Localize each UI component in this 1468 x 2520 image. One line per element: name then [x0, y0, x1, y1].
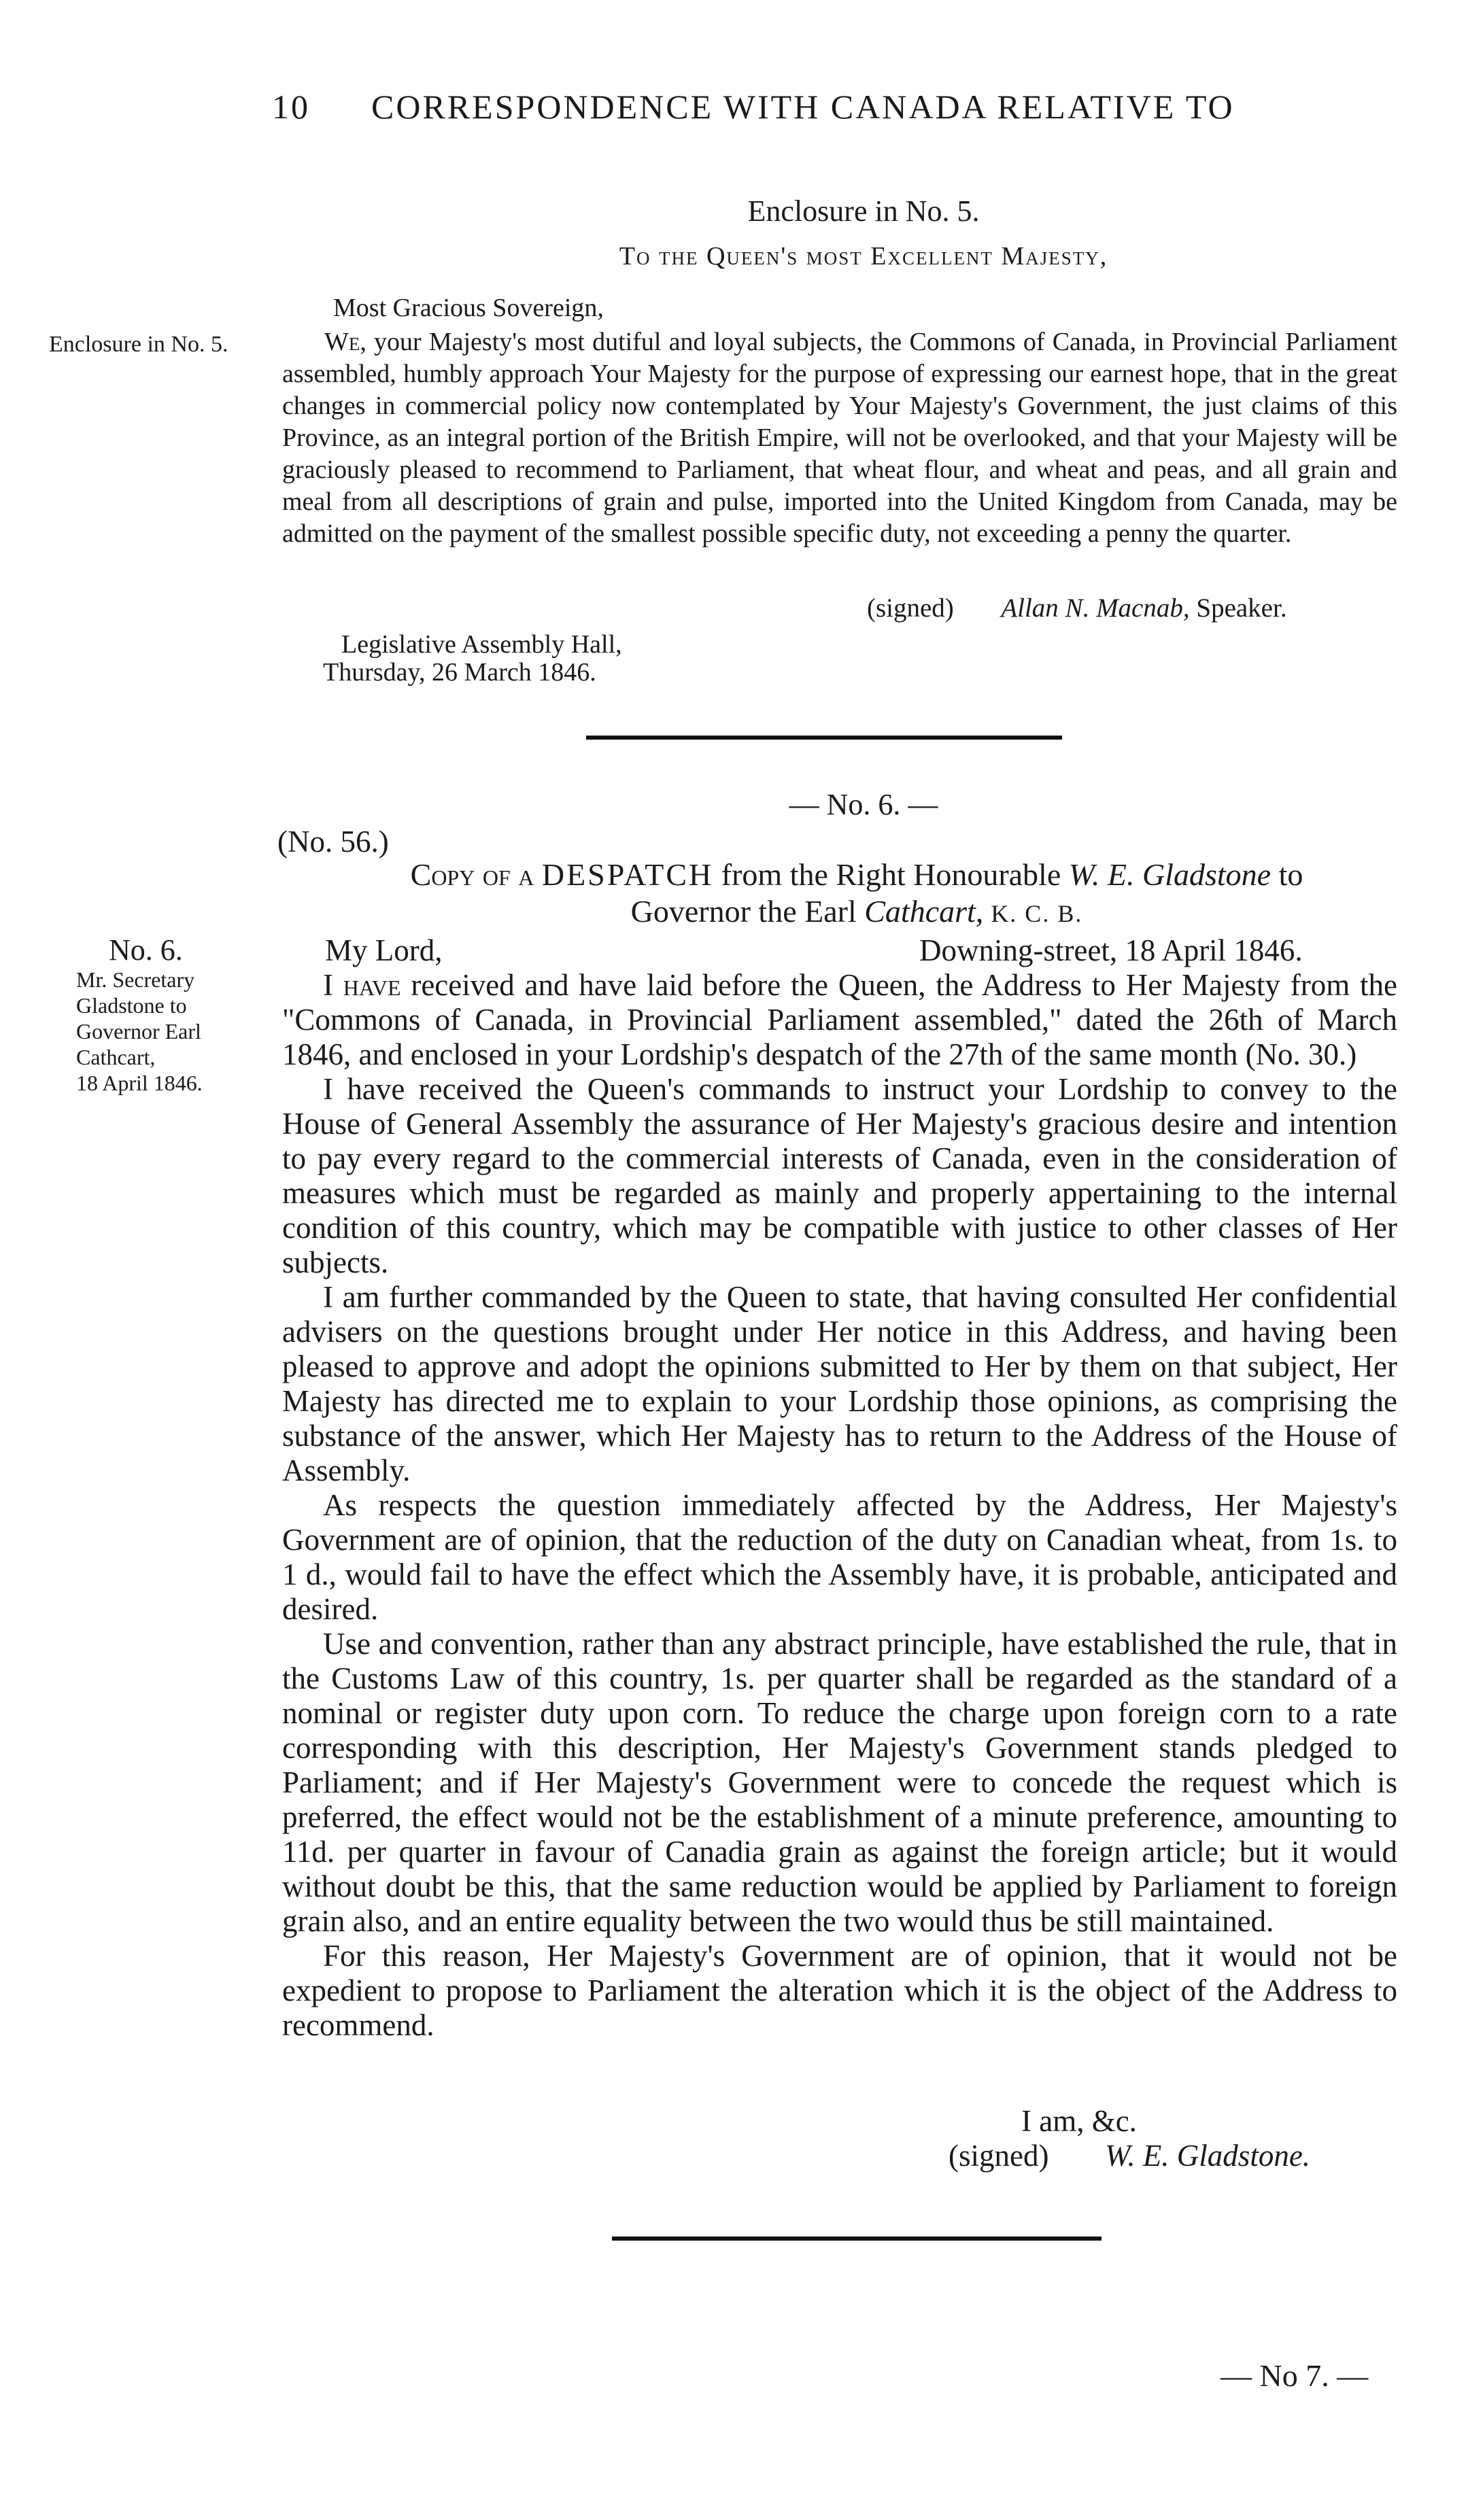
despatch-p1-lead: I have	[323, 968, 401, 1002]
despatch-signature	[949, 2138, 1310, 2173]
enclosure-salutation: Most Gracious Sovereign,	[333, 294, 604, 322]
despatch-body	[282, 968, 1397, 2043]
enclosure-heading: Enclosure in No. 5.	[747, 194, 980, 228]
despatch-paragraph-6: For this reason, Her Majesty's Government are of opinion, that it would not be expedient to propose to Parliament the alteration which it is the object of the Address to recommend.	[282, 1939, 1397, 2042]
despatch-paragraph-4: As respects the question immediately affected by the Address, Her Majesty's Government are of opinion, that the reduction of the duty on Canadian wheat, from 1s. to 1 d., would fail to have the effect which the Assembly have, it is probable, anticipated and desired.	[282, 1488, 1397, 1626]
despatch-salutation: My Lord,	[325, 933, 443, 967]
margin-line: Cathcart,	[76, 1045, 156, 1069]
despatch-signatory: W. E. Gladstone.	[1104, 2139, 1311, 2173]
closing-divider	[612, 2237, 1102, 2241]
margin-line: Gladstone to	[76, 993, 187, 1018]
margin-line: Governor Earl	[76, 1019, 201, 1043]
despatch-title-honour: K. C. B.	[983, 900, 1083, 927]
enclosure-signatory-title: Speaker.	[1196, 593, 1287, 623]
despatch-title-line-2	[286, 893, 1428, 929]
enclosure-signatory: Allan N. Macnab,	[1001, 593, 1190, 623]
margin-line: 18 April 1846.	[76, 1071, 203, 1095]
margin-summary	[76, 967, 203, 1096]
running-head	[272, 87, 1305, 126]
margin-no-6: No. 6.	[109, 933, 183, 967]
enclosure-place: Legislative Assembly Hall,	[341, 630, 622, 659]
despatch-title-line-1	[286, 857, 1428, 893]
despatch-title-sender: W. E. Gladstone	[1068, 857, 1271, 892]
page-number: 10	[272, 88, 310, 126]
despatch-p1-text: received and have laid before the Queen, the Address to Her Majesty from the "Commons of Canada, in Provincial Parliament assembled," dated the 26th of March 1846, and enclosed in your Lordship's despatch of the 27th of the same month (No. 30.)	[282, 968, 1397, 1071]
despatch-paragraph-2: I have received the Queen's commands to instruct your Lordship to convey to the House of General Assembly the assurance of Her Majesty's gracious desire and intention to pay every regard to the commercial interests of Canada, even in the consideration of measures which must be regarded as mainly and properly appertaining to the internal condition of this country, which may be compatible with justice to other classes of Her subjects.	[282, 1072, 1397, 1279]
section-divider	[586, 736, 1062, 740]
despatch-reference: (No. 56.)	[277, 825, 389, 859]
despatch-signed-label: (signed)	[949, 2139, 1049, 2173]
despatch-dateline: Downing-street, 18 April 1846.	[919, 933, 1303, 967]
enclosure-signed-label: (signed)	[867, 593, 954, 623]
enclosure-address: To the Queen's most Excellent Majesty,	[619, 242, 1108, 271]
running-title: CORRESPONDENCE WITH CANADA RELATIVE TO	[371, 88, 1235, 126]
enclosure-date: Thursday, 26 March 1846.	[323, 658, 596, 687]
enclosure-body-text: , your Majesty's most dutiful and loyal subjects, the Commons of Canada, in Provincial Parliament assembled, humbly approach Your Majesty for the purpose of expressing our earnest hope, that in the great changes in commercial policy now contemplated by Your Majesty's Government, the just claims of this Province, as an integral portion of the British Empire, will not be overlooked, and that your Majesty will be graciously pleased to recommend to Parliament, that wheat flour, and wheat and peas, and all grain and meal from all descriptions of grain and pulse, imported into the United Kingdom from Canada, may be admitted on the payment of the smallest possible specific duty, not exceeding a penny the quarter.	[282, 328, 1397, 548]
catchword: — No 7. —	[1221, 2358, 1369, 2393]
despatch-title-governor: Governor the Earl	[630, 894, 865, 929]
enclosure-signature	[867, 593, 1287, 623]
despatch-title-word: DESPATCH	[541, 857, 714, 892]
enclosure-body-lead: We	[324, 328, 360, 356]
despatch-title-to: to	[1271, 857, 1303, 892]
enclosure-margin-note: Enclosure in No. 5.	[49, 332, 228, 357]
despatch-title-from: from the Right Honourable	[713, 857, 1069, 892]
despatch-paragraph-1	[282, 968, 1397, 1072]
despatch-heading: — No. 6. —	[789, 788, 938, 821]
despatch-title-copy: Copy of a	[410, 857, 542, 892]
despatch-closing: I am, &c.	[1021, 2104, 1137, 2138]
despatch-paragraph-3: I am further commanded by the Queen to state, that having consulted Her confidential advisers on the questions brought under Her notice in this Address, and having been pleased to approve and adopt the opinions submitted to Her by them on that subject, Her Majesty has directed me to explain to your Lordship those opinions, as comprising the substance of the answer, which Her Majesty has to return to the Address of the House of Assembly.	[282, 1280, 1397, 1487]
enclosure-body	[282, 326, 1397, 550]
margin-line: Mr. Secretary	[76, 967, 195, 992]
despatch-title-recipient: Cathcart,	[864, 894, 984, 929]
despatch-paragraph-5: Use and convention, rather than any abstract principle, have established the rule, that in the Customs Law of this country, 1s. per quarter shall be regarded as the standard of a nominal or register duty upon corn. To reduce the charge upon foreign corn to a rate corresponding with this description, Her Majesty's Government stands pledged to Parliament; and if Her Majesty's Government were to concede the request which is preferred, the effect would not be the establishment of a minute preference, amounting to 11d. per quarter in favour of Canadia grain as against the foreign article; but it would without doubt be this, that the same reduction would be applied by Parliament to foreign grain also, and an entire equality between the two would thus be still maintained.	[282, 1627, 1397, 1938]
